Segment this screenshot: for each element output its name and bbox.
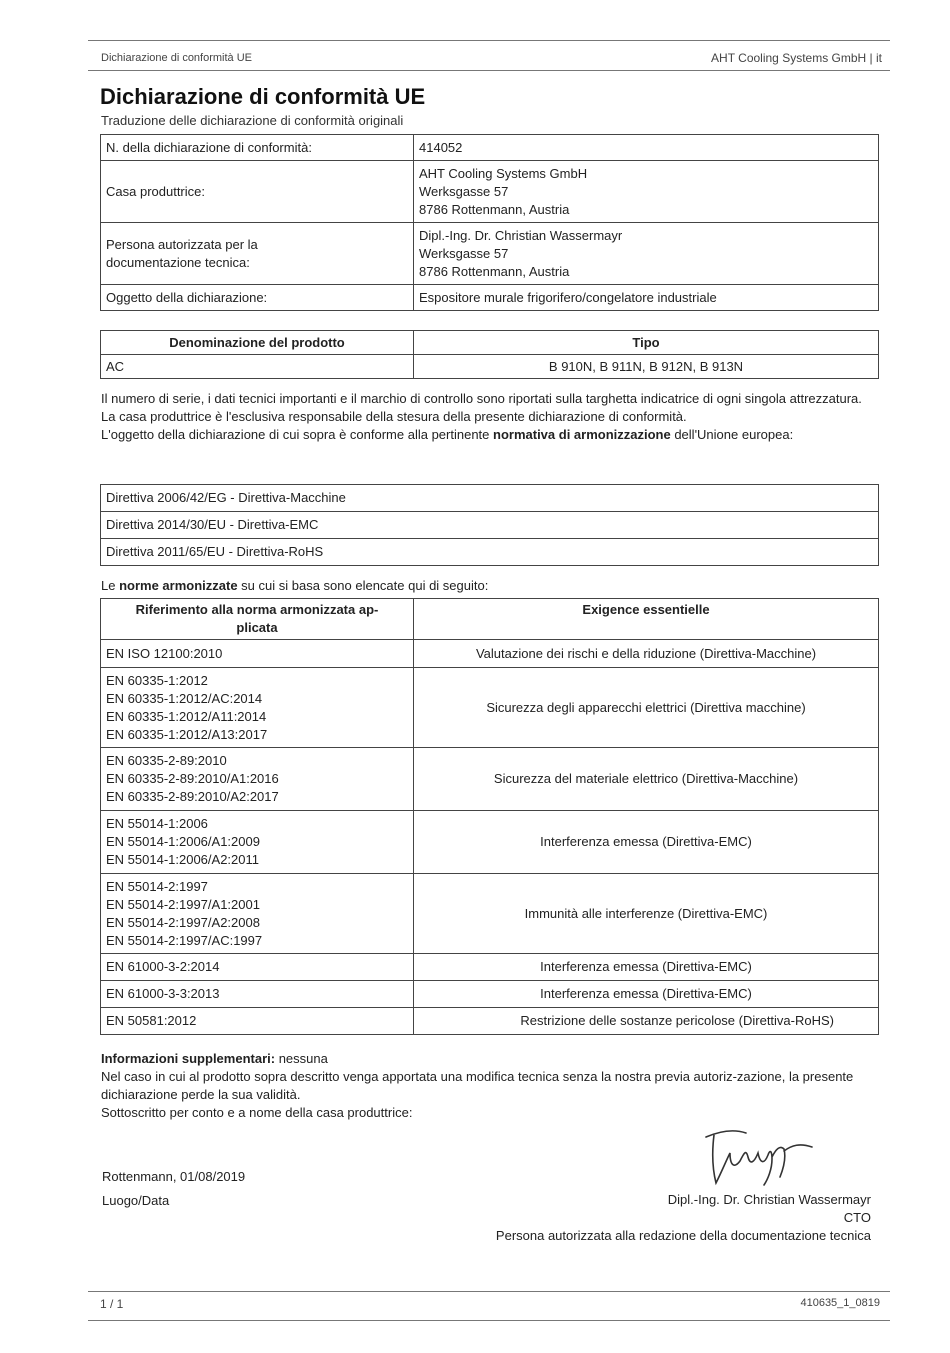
norm-ref-line: EN 60335-2-89:2010/A2:2017 (106, 789, 279, 804)
norm-ref-line: EN 55014-2:1997/AC:1997 (106, 932, 263, 948)
authorized-person-label-line: Persona autorizzata per la (106, 236, 258, 252)
table-row (101, 161, 879, 223)
serial-info-text: Il numero di serie, i dati tecnici importanti e il marchio di controllo sono riportati sulla targhetta indicatrice di ogni singola attrezzatura. (101, 391, 862, 406)
essential-requirement: Interferenza emessa (Direttiva-EMC) (414, 811, 879, 874)
norms-intro-post: su cui si basa sono elencate qui di seguito: (237, 578, 489, 593)
norm-reference (101, 981, 414, 1008)
norm-ref-line: EN 55014-2:1997/A2:2008 (106, 914, 260, 930)
norm-reference (101, 668, 414, 748)
table-row (101, 355, 879, 379)
authorized-person-label-line: documentazione tecnica: (106, 254, 250, 270)
essential-requirement: Immunità alle interferenze (Direttiva-EMC) (414, 874, 879, 954)
norm-reference (101, 640, 414, 668)
supplementary-info (101, 1050, 881, 1122)
manufacturer-label: Casa produttrice: (101, 161, 414, 223)
place-date-label: Luogo/Data (102, 1193, 170, 1208)
header-bottom-rule (88, 70, 890, 71)
page-title: Dichiarazione di conformità UE (100, 84, 426, 109)
table-row (101, 135, 879, 161)
table-row (101, 285, 879, 311)
declaration-object-label: Oggetto della dichiarazione: (101, 285, 414, 311)
essential-requirement: Sicurezza del materiale elettrico (Direttiva-Macchine) (414, 748, 879, 811)
declaration-object-value: Espositore murale frigorifero/congelatore industriale (414, 285, 879, 311)
norm-reference (101, 954, 414, 981)
conformity-text-pre: L'oggetto della dichiarazione di cui sopra è conforme alla pertinente (101, 427, 494, 442)
conformity-text (101, 426, 881, 444)
directive-item: Direttiva 2006/42/EG - Direttiva-Macchine (101, 485, 879, 512)
norm-ref-line: EN 60335-2-89:2010/A1:2016 (106, 771, 279, 786)
table-row (101, 1008, 879, 1035)
place-date: Rottenmann, 01/08/2019 (102, 1169, 246, 1184)
table-row (101, 981, 879, 1008)
document-id: 410635_1_0819 (800, 1297, 880, 1309)
norm-ref-line: EN 61000-3-3:2013 (106, 986, 220, 1001)
signatory-role-description: Persona autorizzata alla redazione della documentazione tecnica (495, 1228, 871, 1243)
declaration-info-table (100, 134, 879, 311)
table-header-row (101, 599, 879, 640)
norms-intro-pre: Le (101, 578, 120, 593)
norm-reference (101, 811, 414, 874)
norm-ref-line: EN 55014-2:1997 (106, 878, 208, 894)
table-row (101, 223, 879, 285)
essential-requirement: Restrizione delle sostanze pericolose (Direttiva-RoHS) (414, 1008, 879, 1035)
norm-ref-line: EN 55014-1:2006/A2:2011 (106, 852, 259, 867)
manufacturer-line: AHT Cooling Systems GmbH (419, 165, 588, 181)
authorized-person-line: Werksgasse 57 (419, 245, 509, 261)
modification-note: Nel caso in cui al prodotto sopra descritto venga apportata una modifica tecnica senza la nostra previa autoriz-zazione, la presente dichiarazione perde la sua validità. (101, 1069, 854, 1102)
manufacturer-line: 8786 Rottenmann, Austria (419, 201, 570, 217)
footer-rule (88, 1291, 890, 1292)
norm-ref-line: EN 60335-1:2012 (106, 672, 208, 688)
essential-requirement-header: Exigence essentielle (414, 599, 879, 640)
handwritten-signature (700, 1123, 820, 1191)
product-name-header: Denominazione del prodotto (101, 331, 414, 355)
norm-reference (101, 1008, 414, 1035)
responsibility-text: La casa produttrice è l'esclusiva responsabile della stesura della presente dichiarazione di conformità. (101, 409, 687, 424)
norm-ref-line: EN 60335-2-89:2010 (106, 753, 227, 768)
norm-ref-line: EN 55014-1:2006/A1:2009 (106, 834, 260, 849)
table-row (101, 811, 879, 874)
norms-intro-bold: norme armonizzate (119, 578, 238, 593)
essential-requirement: Valutazione dei rischi e della riduzione (Direttiva-Macchine) (414, 640, 879, 668)
directive-item: Direttiva 2014/30/EU - Direttiva-EMC (101, 512, 879, 539)
norm-reference (101, 874, 414, 954)
authorized-person-value (414, 223, 879, 285)
table-row (101, 874, 879, 954)
intro-paragraphs (101, 390, 881, 444)
footer-bottom-rule (88, 1320, 890, 1321)
page-subtitle: Traduzione delle dichiarazione di conformità originali (101, 113, 404, 128)
product-name: AC (101, 355, 414, 379)
header-company: AHT Cooling Systems GmbH | it (711, 51, 882, 65)
norm-reference-header (101, 599, 414, 640)
norms-table (100, 598, 879, 1035)
table-row (101, 640, 879, 668)
declaration-number-label: N. della dichiarazione di conformità: (101, 135, 414, 161)
essential-requirement: Sicurezza degli apparecchi elettrici (Direttiva macchine) (414, 668, 879, 748)
norm-ref-line: EN 60335-1:2012/A13:2017 (106, 726, 268, 742)
norm-ref-line: EN 55014-1:2006 (106, 816, 208, 831)
signatory-role: CTO (843, 1210, 871, 1225)
supplementary-label: Informazioni supplementari: (101, 1051, 276, 1066)
table-row (101, 539, 879, 566)
table-header-row (101, 331, 879, 355)
signatory-name: Dipl.-Ing. Dr. Christian Wassermayr (667, 1192, 871, 1207)
norms-intro (101, 577, 881, 595)
header-doc-title: Dichiarazione di conformità UE (101, 52, 253, 64)
manufacturer-line: Werksgasse 57 (419, 183, 509, 199)
essential-requirement: Interferenza emessa (Direttiva-EMC) (414, 981, 879, 1008)
norm-ref-line: EN 60335-1:2012/A11:2014 (106, 708, 267, 724)
norm-ref-line: EN 60335-1:2012/AC:2014 (106, 690, 263, 706)
essential-requirement: Interferenza emessa (Direttiva-EMC) (414, 954, 879, 981)
table-row (101, 954, 879, 981)
supplementary-line (101, 1050, 881, 1068)
norm-reference-header-line: Riferimento alla norma armonizzata ap- (135, 602, 379, 617)
norm-ref-line: EN 50581:2012 (106, 1013, 197, 1028)
conformity-text-bold: normativa di armonizzazione (493, 427, 671, 442)
table-row (101, 512, 879, 539)
product-table (100, 330, 879, 379)
authorized-person-label (101, 223, 414, 285)
product-type: B 910N, B 911N, B 912N, B 913N (414, 355, 879, 379)
norm-reference-header-line: plicata (236, 620, 278, 635)
norm-reference (101, 748, 414, 811)
product-type-header: Tipo (414, 331, 879, 355)
header-top-rule (88, 40, 890, 41)
conformity-text-post: dell'Unione europea: (670, 427, 794, 442)
directive-item: Direttiva 2011/65/EU - Direttiva-RoHS (101, 539, 879, 566)
norm-ref-line: EN 55014-2:1997/A1:2001 (106, 896, 260, 912)
norm-ref-line: EN ISO 12100:2010 (106, 645, 223, 661)
page-number: 1 / 1 (100, 1297, 124, 1311)
signed-on-behalf: Sottoscritto per conto e a nome della casa produttrice: (101, 1105, 413, 1120)
supplementary-value: nessuna (275, 1051, 328, 1066)
directives-table (100, 484, 879, 566)
table-row (101, 485, 879, 512)
authorized-person-line: 8786 Rottenmann, Austria (419, 263, 570, 279)
declaration-number-value: 414052 (414, 135, 879, 161)
norm-ref-line: EN 61000-3-2:2014 (106, 959, 220, 974)
table-row (101, 668, 879, 748)
table-row (101, 748, 879, 811)
authorized-person-line: Dipl.-Ing. Dr. Christian Wassermayr (419, 227, 623, 243)
manufacturer-value (414, 161, 879, 223)
